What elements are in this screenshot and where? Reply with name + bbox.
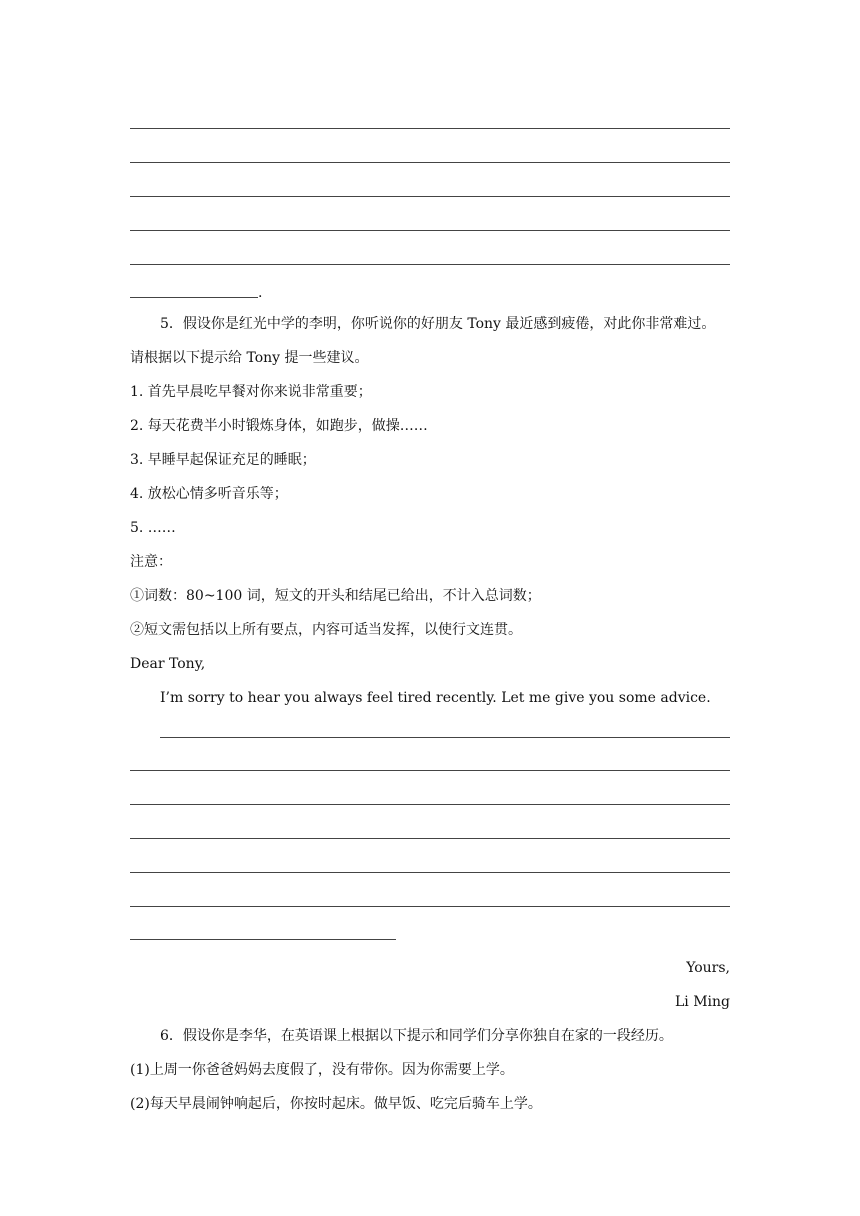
answer-line xyxy=(130,872,730,873)
q5-note-title: 注意： xyxy=(130,554,172,570)
letter-salutation: Dear Tony, xyxy=(130,656,206,672)
q5-note: ②短文需包括以上所有要点，内容可适当发挥，以使行文连贯。 xyxy=(130,622,522,638)
q5-point: 4. 放松心情多听音乐等； xyxy=(130,486,288,502)
q6-prompt: 6．假设你是李华，在英语课上根据以下提示和同学们分享你独自在家的一段经历。 xyxy=(160,1028,673,1044)
q5-point: 5. …… xyxy=(130,520,176,536)
q5-prompt-line2: 请根据以下提示给 Tony 提一些建议。 xyxy=(130,350,369,366)
answer-line xyxy=(130,804,730,805)
answer-line xyxy=(130,230,730,231)
letter-opening: I’m sorry to hear you always feel tired recently. Let me give you some advice. xyxy=(160,690,711,706)
answer-line xyxy=(160,737,730,738)
answer-line xyxy=(130,128,730,129)
answer-line xyxy=(130,162,730,163)
answer-line xyxy=(130,264,730,265)
letter-closing: Yours, xyxy=(686,960,730,976)
answer-line xyxy=(130,838,730,839)
letter-signature: Li Ming xyxy=(674,994,730,1010)
answer-line xyxy=(130,770,730,771)
q6-point: (2)每天早晨闹钟响起后，你按时起床。做早饭、吃完后骑车上学。 xyxy=(130,1096,542,1112)
q5-prompt-line1: 5．假设你是红光中学的李明，你听说你的好朋友 Tony 最近感到疲倦，对此你非常难过。 xyxy=(160,316,716,332)
q5-point: 3. 早睡早起保证充足的睡眠； xyxy=(130,452,316,468)
answer-line-short xyxy=(130,297,258,298)
q5-note: ①词数：80~100 词，短文的开头和结尾已给出，不计入总词数； xyxy=(130,588,541,604)
q6-point: (1)上周一你爸爸妈妈去度假了，没有带你。因为你需要上学。 xyxy=(130,1062,514,1078)
q5-point: 2. 每天花费半小时锻炼身体，如跑步，做操…… xyxy=(130,418,428,434)
answer-line-short xyxy=(130,939,396,940)
q5-point: 1. 首先早晨吃早餐对你来说非常重要； xyxy=(130,384,372,400)
answer-line xyxy=(130,196,730,197)
answer-end-mark: . xyxy=(258,285,263,301)
answer-line xyxy=(130,906,730,907)
